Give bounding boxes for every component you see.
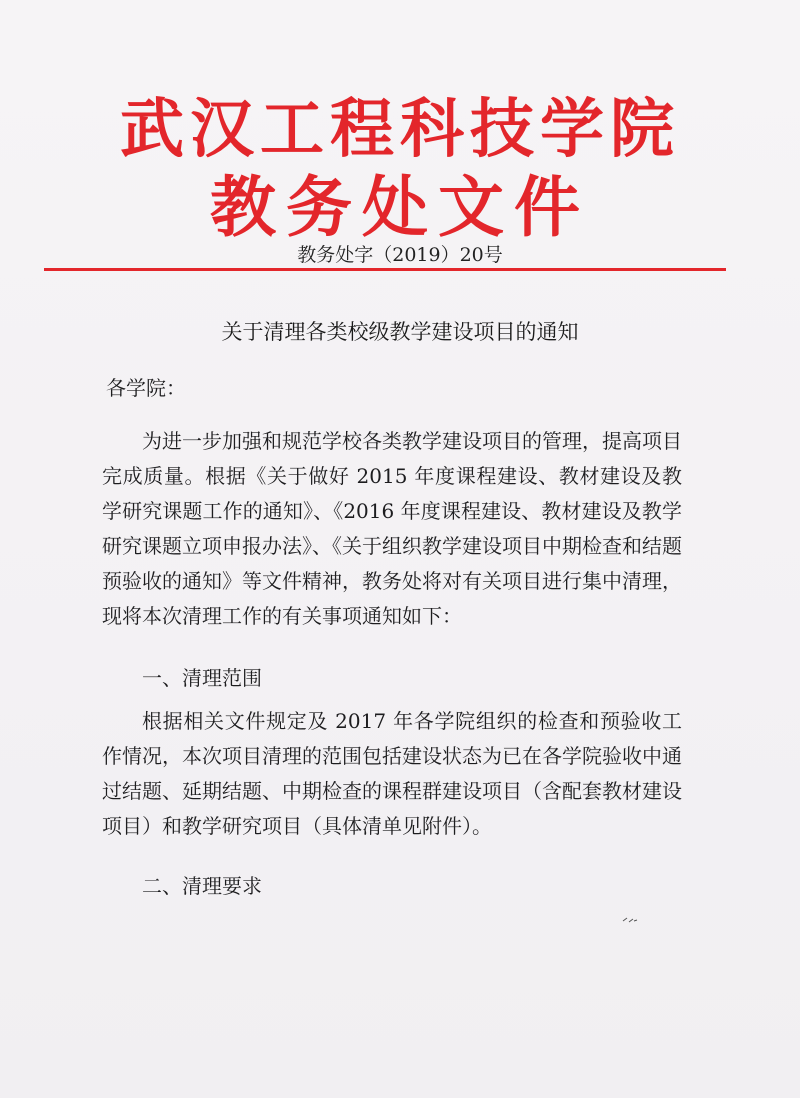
body-paragraph-2: 根据相关文件规定及 2017 年各学院组织的检查和预验收工作情况，本次项目清理的范围包括建设状态为已在各学院验收中通过结题、延期结题、中期检查的课程群建设项目（含配套教材建设项目）和教学研究项目（具体清单见附件）。: [102, 709, 682, 838]
body-paragraph-1: 为进一步加强和规范学校各类教学建设项目的管理，提高项目完成质量。根据《关于做好 2015 年度课程建设、教材建设及教学研究课题工作的通知》、《2016 年度课程建设、教材建设及教学研究课题立项申报办法》、《关于组织教学建设项目中期检查和结题预验收的通知》等文件精神，教务处将对有关项目进行集中清理，现将本次清理工作的有关事项通知如下：: [102, 429, 682, 628]
issuer-document-type: 教务处文件: [210, 169, 590, 246]
document-number: 教务处字（2019）20号: [297, 244, 503, 266]
section-heading-scope: 一、清理范围: [142, 666, 262, 690]
issuer-name: 武汉工程科技学院: [120, 93, 680, 167]
scan-speck-icon: [622, 916, 638, 924]
notice-title: 关于清理各类校级教学建设项目的通知: [221, 320, 579, 344]
salutation: 各学院：: [106, 376, 186, 400]
red-header-rule: [44, 268, 726, 271]
section-heading-requirements: 二、清理要求: [142, 874, 262, 898]
